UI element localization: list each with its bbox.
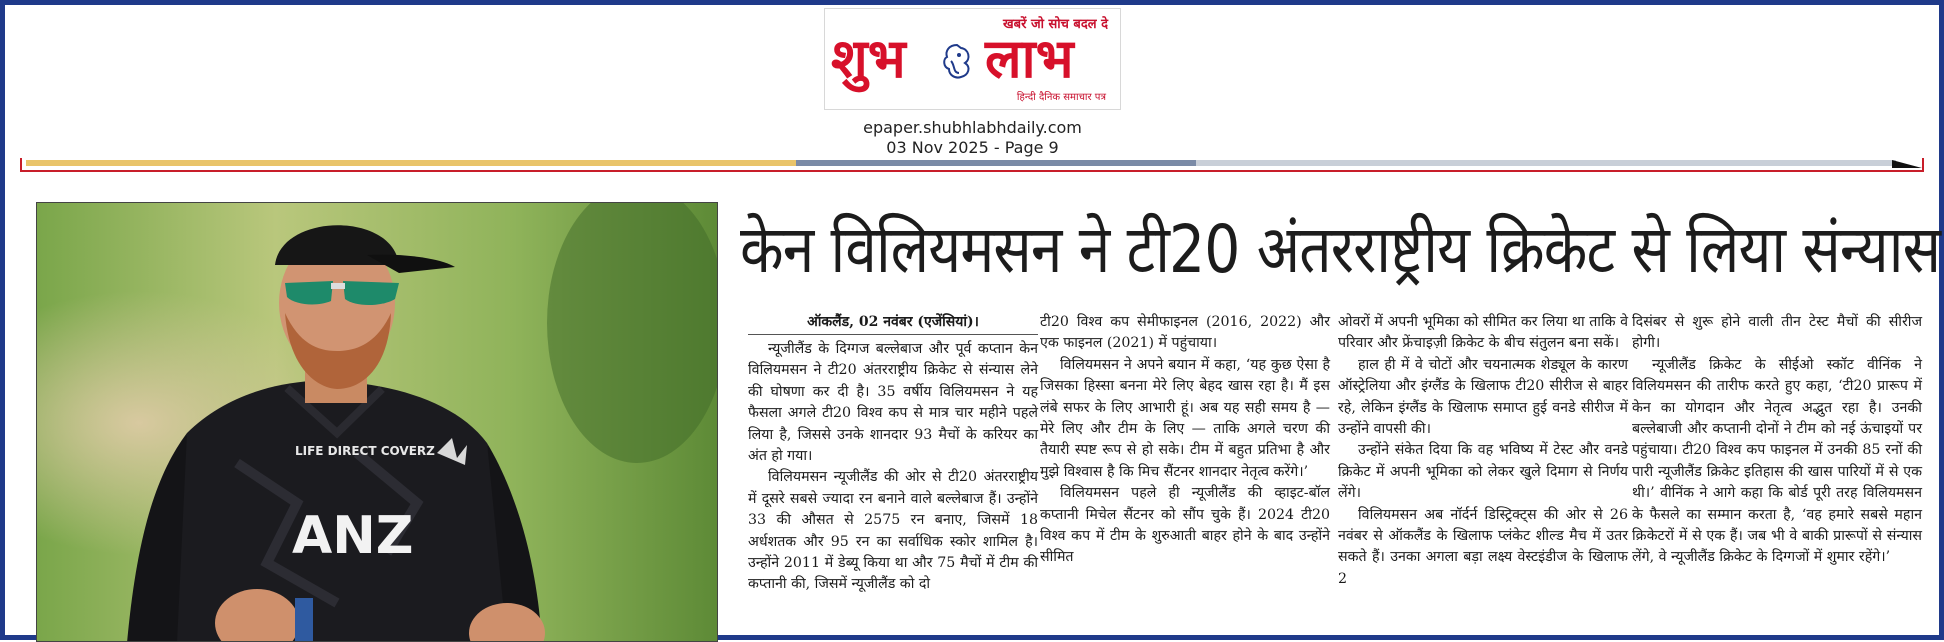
paragraph: विलियमसन अब नॉर्दर्न डिस्ट्रिक्ट्स की ओर से 26 नवंबर से ऑकलैंड के खिलाफ प्लंकेट शील्ड मैच में उतर सकते हैं। उनका अगला बड़ा लक्ष्य वेस्टइंडीज के खिलाफ 2 bbox=[1338, 506, 1628, 587]
paragraph: ओवरों में अपनी भूमिका को सीमित कर लिया था ताकि वे परिवार और फ्रेंचाइज़ी क्रिकेट के बीच संतुलन बना सकें। bbox=[1338, 314, 1628, 352]
ganesha-icon bbox=[935, 39, 979, 83]
article-headline: केन विलियमसन ने टी20 अंतरराष्ट्रीय क्रिकेट से लिया संन्यास bbox=[740, 211, 1941, 288]
top-strip bbox=[20, 158, 1924, 172]
article-column-1 bbox=[748, 312, 1038, 596]
paragraph: विलियमसन पहले ही न्यूजीलैंड की व्हाइट-बॉल कप्तानी मिचेल सैंटनर को सौंप चुके हैं। 2024 टी20 विश्व कप में टीम के शुरुआती बाहर होने के बाद उन्होंने सीमित bbox=[1040, 485, 1330, 566]
paragraph: दिसंबर से शुरू होने वाली तीन टेस्ट मैचों की सीरीज होगी। bbox=[1632, 314, 1922, 352]
shirt-sponsor: ANZ bbox=[292, 506, 414, 566]
cricketer-photo-illustration bbox=[37, 203, 718, 642]
paragraph: न्यूजीलैंड क्रिकेट के सीईओ स्कॉट वीनिंक ने विलियमसन की तारीफ करते हुए कहा, ‘टी20 प्रारूप में केन का योगदान और नेतृत्व अद्भुत रहा है। उनकी बल्लेबाजी और कप्तानी दोनों ने टीम को नई ऊंचाइयों पर पहुंचाया। टी20 विश्व कप फाइनल में उनकी 85 रनों की पारी न्यूजीलैंड क्रिकेट इतिहास की खास पारियों में से एक थी।’ वीनिंक ने आगे कहा कि बोर्ड पूरी तरह विलियमसन के फैसले का सम्मान करता है, ‘वह हमारे सबसे महान क्रिकेटरों में से एक हैं। जब भी वे बाकी प्रारूपों से संन्यास लेंगे, वे न्यूजीलैंड क्रिकेट के दिग्गजों में शुमार रहेंगे।’ bbox=[1632, 356, 1922, 566]
masthead-tagline: खबरें जो सोच बदल दे bbox=[1003, 17, 1108, 32]
paragraph: हाल ही में वे चोटों और चयनात्मक शेड्यूल के कारण ऑस्ट्रेलिया और इंग्लैंड के खिलाफ टी20 सीरीज से बाहर रहे, लेकिन इंग्लैंड के खिलाफ समाप्त हुई वनडे सीरीज में उन्होंने वापसी की। bbox=[1338, 356, 1628, 438]
source-url[interactable]: epaper.shubhlabhdaily.com bbox=[863, 118, 1082, 137]
article-dateline: ऑकलैंड, 02 नवंबर (एजेंसियां)। bbox=[748, 312, 1038, 335]
paragraph: न्यूजीलैंड के दिग्गज बल्लेबाज और पूर्व कप्तान केन विलियमसन ने टी20 अंतरराष्ट्रीय क्रिकेट से संन्यास लेने की घोषणा कर दी है। 35 वर्षीय विलियमसन ने यह फैसला अगले टी20 विश्व कप से मात्र चार महीने पहले लिया है, जिससे उनके शानदार 93 मैचों के करियर का अंत हो गया। bbox=[748, 341, 1038, 465]
logo-word-left: शुभ bbox=[831, 27, 906, 90]
logo-word-right: लाभ bbox=[985, 27, 1074, 90]
strip-image-fragment bbox=[26, 160, 1922, 168]
article-column-2 bbox=[1040, 312, 1330, 569]
shirt-badge: LIFE DIRECT COVERZ bbox=[295, 444, 435, 458]
masthead-logo[interactable] bbox=[824, 8, 1121, 110]
paragraph: टी20 विश्व कप सेमीफाइनल (2016, 2022) और एक फाइनल (2021) में पहुंचाया। bbox=[1040, 314, 1330, 352]
masthead-subtagline: हिन्दी दैनिक समाचार पत्र bbox=[1016, 92, 1106, 103]
article-photo[interactable] bbox=[36, 202, 718, 642]
paragraph: उन्होंने संकेत दिया कि वह भविष्य में टेस्ट और वनडे क्रिकेट में अपनी भूमिका को लेकर खुले दिमाग से निर्णय लेंगे। bbox=[1338, 442, 1628, 502]
source-date-page: 03 Nov 2025 - Page 9 bbox=[886, 138, 1059, 157]
article-column-4 bbox=[1632, 312, 1922, 569]
paragraph: विलियमसन ने अपने बयान में कहा, ‘यह कुछ ऐसा है जिसका हिस्सा बनना मेरे लिए बेहद खास रहा है। मैं इस लंबे सफर के लिए आभारी हूं। अब यह सही समय है — मेरे लिए और टीम के लिए — ताकि अगले चरण की तैयारी स्पष्ट रूप से हो सके। टीम में बहुत प्रतिभा है और मुझे विश्वास है कि मिच सैंटनर शानदार नेतृत्व करेंगे।’ bbox=[1040, 356, 1330, 480]
paragraph: विलियमसन न्यूजीलैंड की ओर से टी20 अंतरराष्ट्रीय में दूसरे सबसे ज्यादा रन बनाने वाले बल्लेबाज हैं। उन्होंने 33 की औसत से 2575 रन बनाए, जिसमें 18 अर्धशतक और 95 रन का सर्वाधिक स्कोर शामिल है। उन्होंने 2011 में डेब्यू किया था और 75 मैचों में टीम की कप्तानी की, जिसमें न्यूजीलैंड को दो bbox=[748, 469, 1038, 593]
article-column-3 bbox=[1338, 312, 1628, 590]
